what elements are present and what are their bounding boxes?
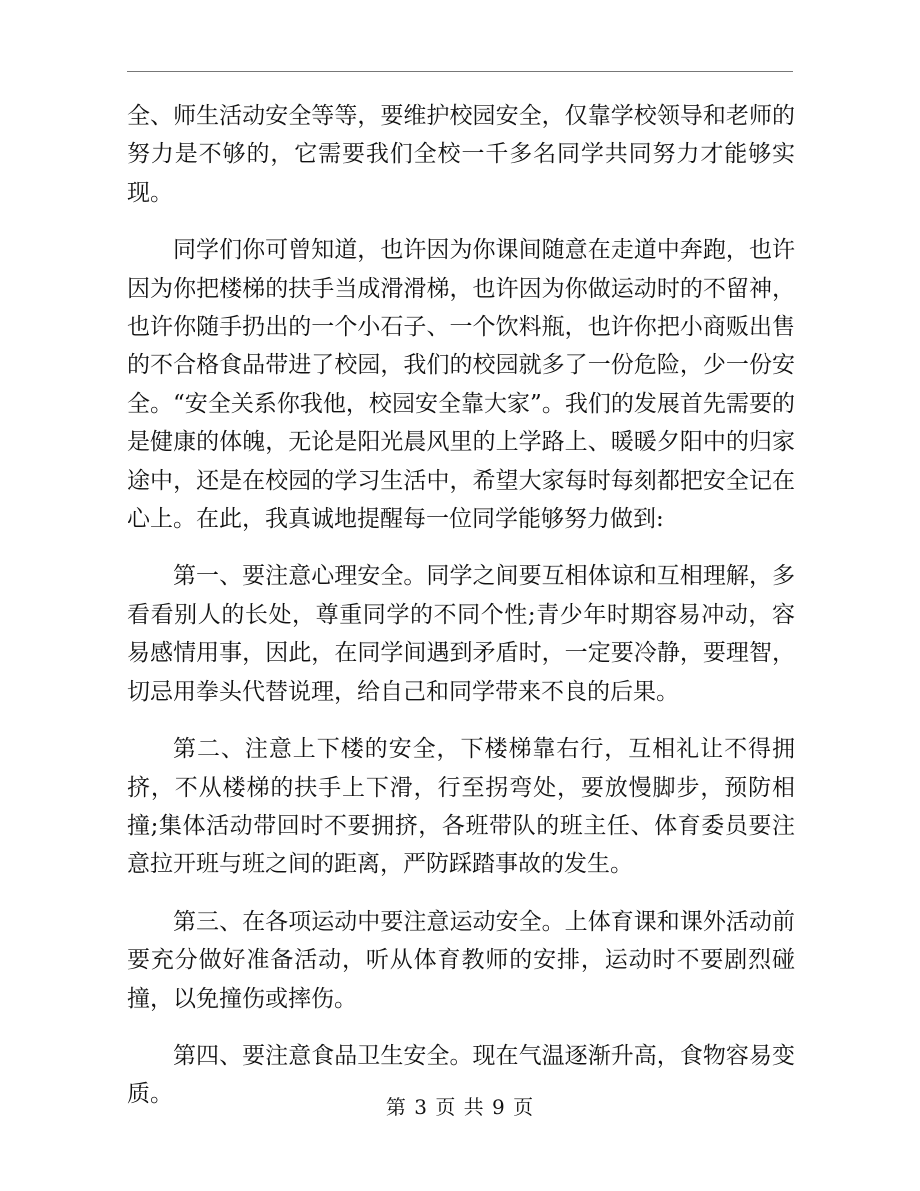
paragraph-2: 同学们你可曾知道，也许因为你课间随意在走道中奔跑，也许因为你把楼梯的扶手当成滑滑梯，也许因为你做运动时的不留神，也许你随手扔出的一个小石子、一个饮料瓶，也许你把小商贩出售的不合格食品带进了校园，我们的校园就多了一份危险，少一份安全。“安全关系你我他，校园安全靠大家”。我们的发展首先需要的是健康的体魄，无论是阳光晨风里的上学路上、暖暖夕阳中的归家途中，还是在校园的学习生活中，希望大家每时每刻都把安全记在心上。在此，我真诚地提醒每一位同学能够努力做到: (127, 237, 795, 533)
paragraph-1: 全、师生活动安全等等，要维护校园安全，仅靠学校领导和老师的努力是不够的，它需要我们全校一千多名同学共同努力才能够实现。 (127, 103, 795, 206)
document-body (127, 97, 795, 1114)
page-number-footer: 第 3 页 共 9 页 (385, 1095, 535, 1119)
paragraph-4: 第二、注意上下楼的安全，下楼梯靠右行，互相礼让不得拥挤，不从楼梯的扶手上下滑，行至拐弯处，要放慢脚步，预防相撞;集体活动带回时不要拥挤，各班带队的班主任、体育委员要注意拉开班与班之间的距离，严防踩踏事故的发生。 (127, 736, 795, 878)
paragraph-5: 第三、在各项运动中要注意运动安全。上体育课和课外活动前要充分做好准备活动，听从体育教师的安排，运动时不要剧烈碰撞，以免撞伤或摔伤。 (127, 908, 795, 1012)
paragraph-3: 第一、要注意心理安全。同学之间要互相体谅和互相理解，多看看别人的长处，尊重同学的不同个性;青少年时期容易冲动，容易感情用事，因此，在同学间遇到矛盾时，一定要冷静，要理智，切忌用拳头代替说理，给自己和同学带来不良的后果。 (127, 563, 795, 705)
paragraph-6: 第四、要注意食品卫生安全。现在气温逐渐升高，食物容易变质。 (127, 1042, 795, 1108)
header-rule (127, 71, 793, 72)
